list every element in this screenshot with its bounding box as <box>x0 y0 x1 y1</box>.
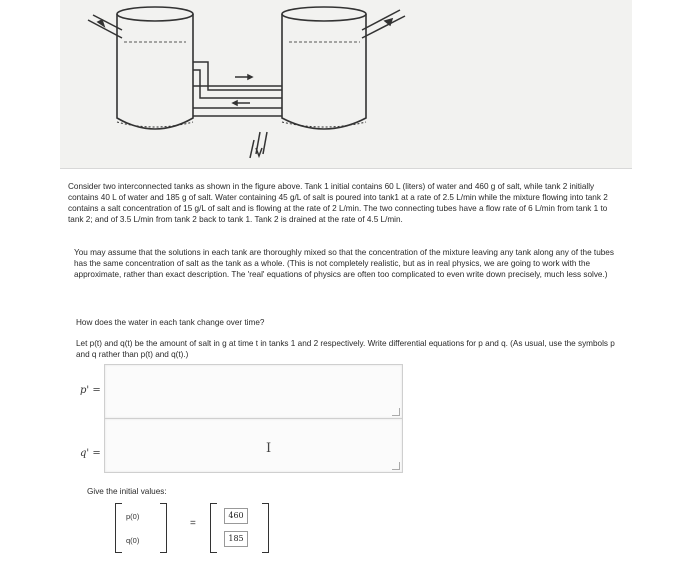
p0-input[interactable]: 460 <box>224 508 248 524</box>
initial-values-label: Give the initial values: <box>87 487 167 496</box>
q-prime-label: q' = <box>80 448 101 459</box>
q0-input[interactable]: 185 <box>224 531 248 547</box>
q0-label: q(0) <box>126 536 140 545</box>
right-bracket-close <box>262 503 269 553</box>
problem-description: Consider two interconnected tanks as shown in the figure above. Tank 1 initial contains 60 L (liters) of water and 460 g of salt, while tank 2 initially contains 40 L of water and 185 g of salt. Water containing 45 g/L of salt is poured into tank1 at a rate of 2.5 L/min while the mixture flowing into tank 2 contains a salt concentration of 15 g/L of salt and is flowing at the rate of 2 L/min. The two connecting tubes have a flow rate of 6 L/min from tank 1 to tank 2; and of 3.5 L/min from tank 2 back to tank 1. Tank 2 is drained at the rate of 4.5 L/min. <box>68 182 608 224</box>
text-cursor-icon: I <box>266 441 272 456</box>
p-prime-label: p' = <box>80 385 101 396</box>
tank-2 <box>282 7 366 129</box>
right-bracket-open <box>210 503 217 553</box>
connecting-tubes <box>193 62 282 116</box>
resize-grip-icon[interactable] <box>392 462 400 470</box>
left-bracket-open <box>115 503 122 553</box>
tank-1 <box>117 7 193 129</box>
instruction-text: Let p(t) and q(t) be the amount of salt in g at time t in tanks 1 and 2 respectively. Write differential equations for p and q. (As usual, use the symbols p and q rather than p(t) and q(t).) <box>76 339 615 359</box>
assumption-paragraph: You may assume that the solutions in each tank are thoroughly mixed so that the concentration of the mixture leaving any tank along any of the tubes has the same concentration of salt as the tank as a whole. (This is not completely realistic, but as in real physics, we are going to work with the approximate, rather than exact description. The 'real' equations of physics are often too complicated to even write down precisely, much less solve.) <box>74 248 614 279</box>
tanks-figure <box>60 0 632 169</box>
question-text: How does the water in each tank change over time? <box>76 318 265 327</box>
drain-pipe <box>250 132 267 158</box>
left-bracket-close <box>160 503 167 553</box>
p0-label: p(0) <box>126 512 140 521</box>
inflow-pipe-2 <box>362 10 405 38</box>
equals-sign: = <box>190 518 196 529</box>
tanks-diagram <box>60 0 632 168</box>
q-prime-answer-input[interactable] <box>104 418 403 473</box>
resize-grip-icon[interactable] <box>392 408 400 416</box>
p-prime-answer-input[interactable] <box>104 364 403 419</box>
